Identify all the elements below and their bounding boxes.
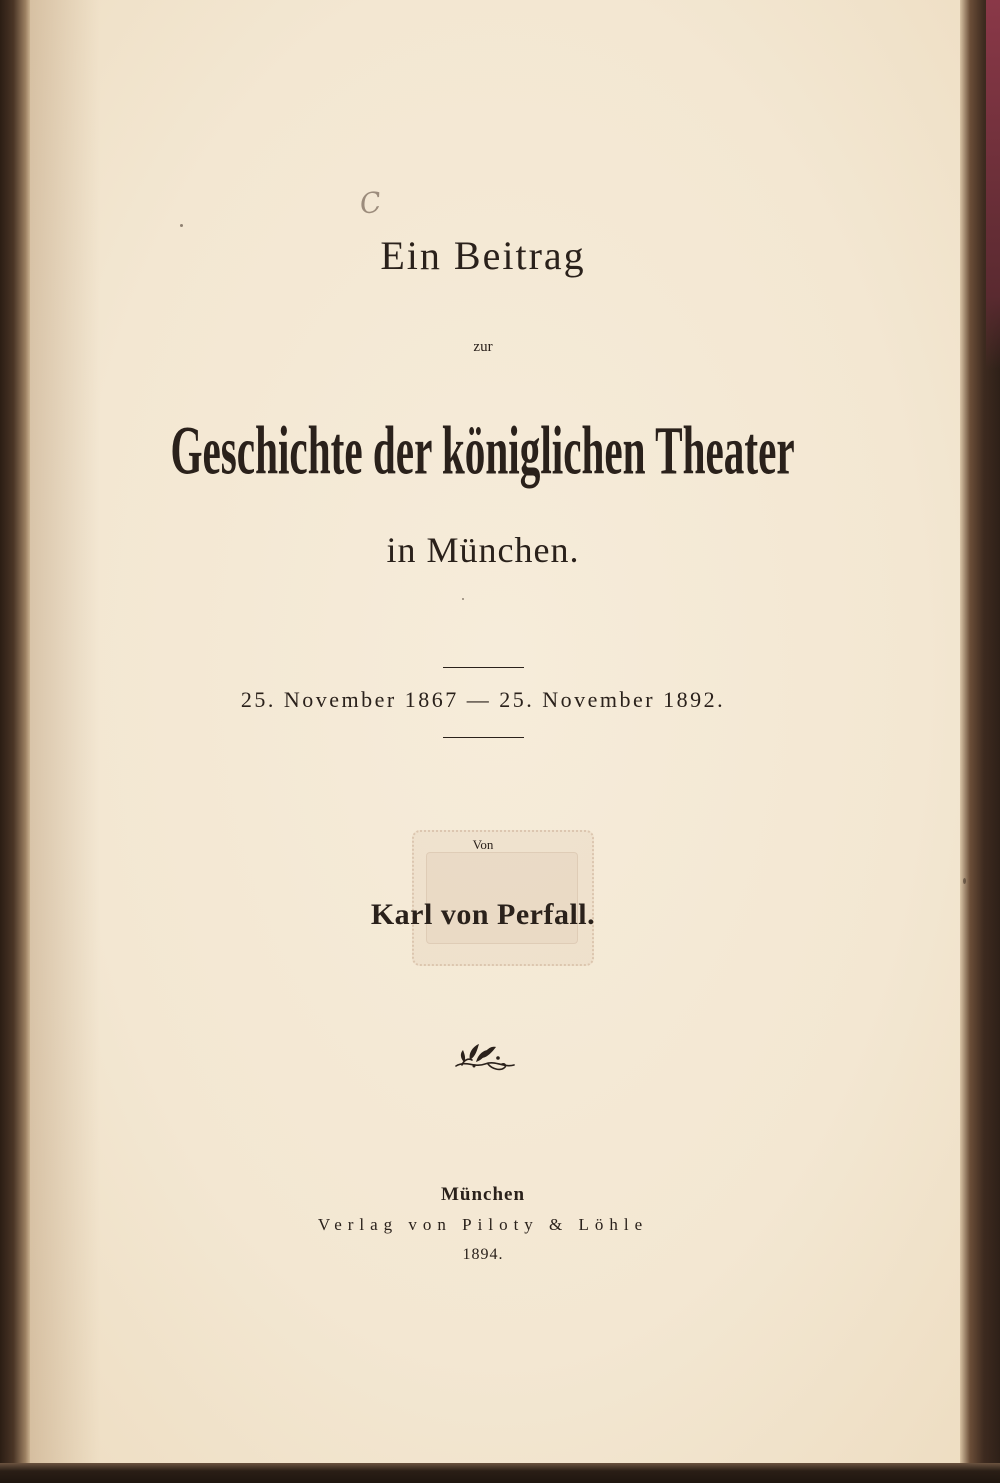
foxing-speck	[963, 878, 966, 884]
title-line-1: Ein Beitrag	[380, 232, 586, 278]
imprint-publisher: Verlag von Piloty & Löhle	[317, 1215, 649, 1234]
date-range: 25. November 1867 — 25. November 1892.	[240, 687, 726, 712]
book-edge-bottom	[0, 1463, 1000, 1483]
author-name: Karl von Perfall.	[370, 898, 596, 931]
endband	[986, 0, 1000, 370]
title-place: in München.	[386, 530, 580, 570]
title-line-2: zur	[473, 338, 493, 355]
rule-divider	[443, 667, 524, 668]
vignette-ornament-icon	[452, 1038, 518, 1074]
main-title-text: Geschichte der königlichen Theater	[170, 411, 796, 489]
byline-label: Von	[472, 837, 494, 852]
imprint-city: München	[440, 1184, 526, 1205]
main-title	[0, 405, 966, 495]
foxing-speck	[462, 598, 464, 600]
imprint-year: 1894.	[462, 1246, 504, 1263]
pencil-mark: C	[357, 185, 384, 221]
rule-divider	[443, 737, 524, 738]
